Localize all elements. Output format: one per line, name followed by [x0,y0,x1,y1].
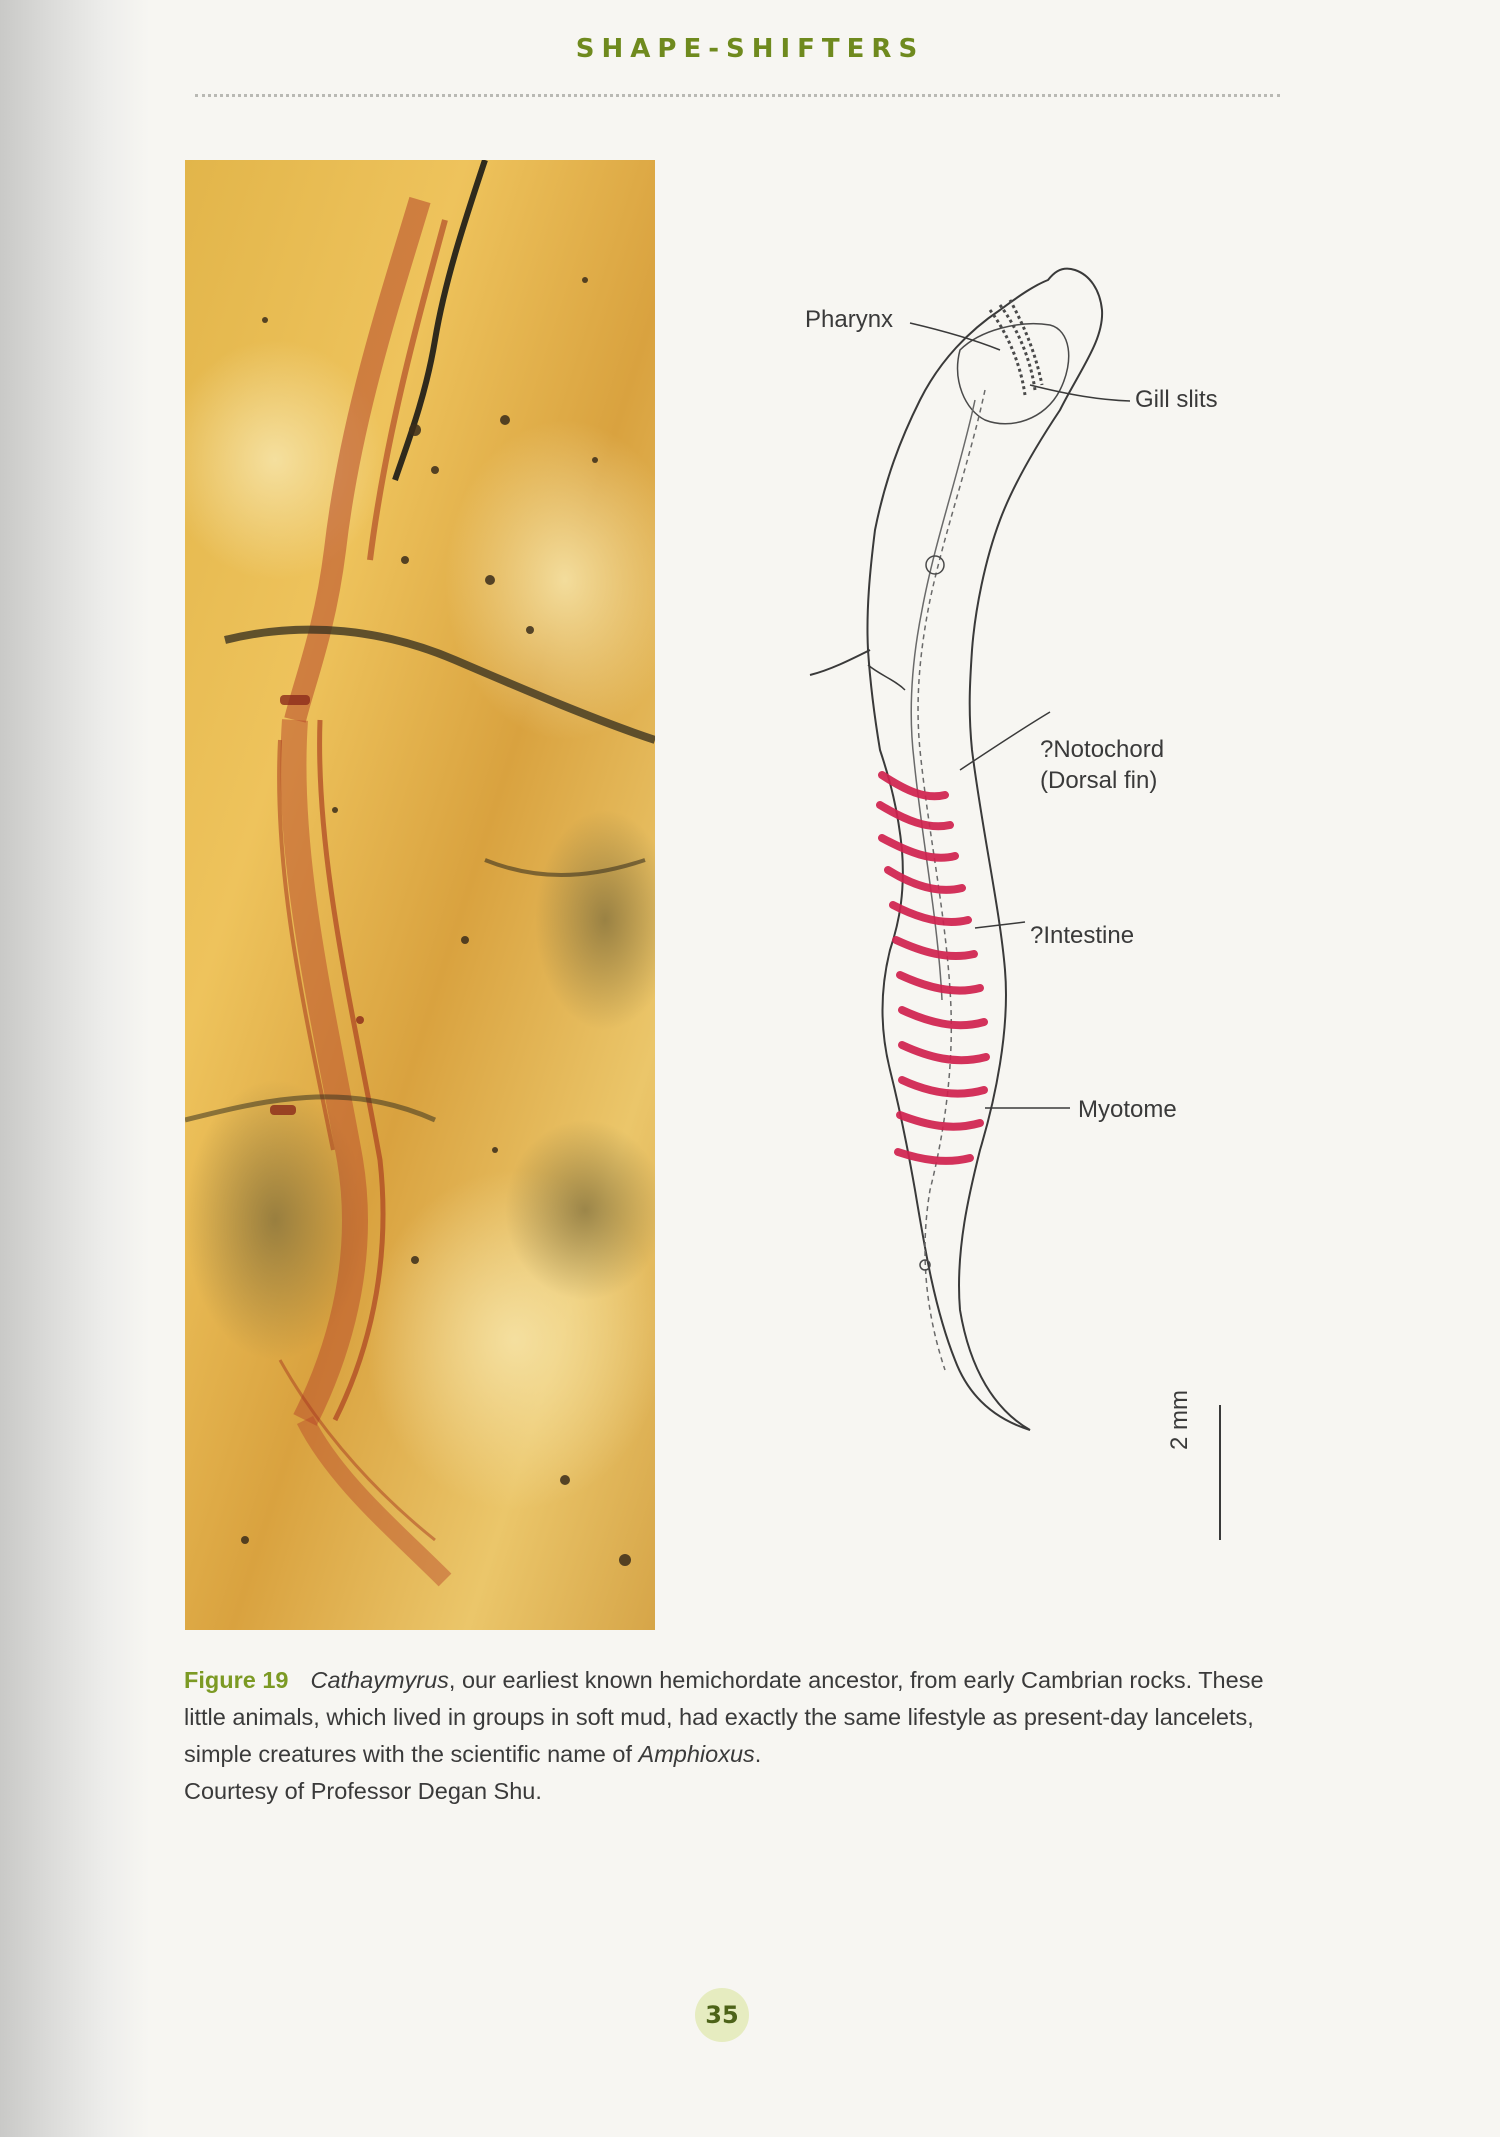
anatomy-diagram [730,230,1280,1630]
caption-text-2: . [754,1741,762,1767]
header-dotted-rule [195,94,1280,97]
gill-slits [990,300,1042,395]
diagram-circle [926,556,944,574]
fossil-photograph [185,160,655,1630]
caption-body [184,1662,1274,1773]
figure-number: Figure 19 [184,1667,289,1693]
label-pharynx: Pharynx [805,306,894,333]
caption-amphioxus: Amphioxus [638,1741,755,1767]
label-myotome: Myotome [1078,1096,1177,1123]
label-notochord-line2: (Dorsal fin) [1040,767,1158,794]
pharynx-leader [910,323,1000,350]
notochord-leader [960,712,1050,770]
label-notochord-line1: ?Notochord [1040,736,1165,763]
running-head: SHAPE-SHIFTERS [575,34,925,64]
label-intestine: ?Intestine [1030,922,1135,949]
notochord-line [918,390,985,1370]
page-number: 35 [695,1988,749,2042]
myotome-bands [880,775,986,1161]
pharynx-outline [958,324,1069,424]
caption-text-1: , our earliest known hemichordate ancestor, from early Cambrian rocks. These little animals, which lived in groups in soft mud, had exactly the same lifestyle as present-day lancelets, simple creatures with the scientific name of [184,1667,1264,1767]
label-gill-slits: Gill slits [1135,386,1218,413]
caption-credit: Courtesy of Professor Degan Shu. [184,1778,542,1804]
gill-leader [1030,385,1130,401]
binding-shadow [0,0,150,2137]
scale-label: 2 mm [1166,1390,1193,1450]
label-notochord [1040,734,1164,796]
intestine-line [911,400,975,1000]
caption-genus: Cathaymyrus [310,1667,449,1693]
figure-caption [184,1662,1274,1810]
